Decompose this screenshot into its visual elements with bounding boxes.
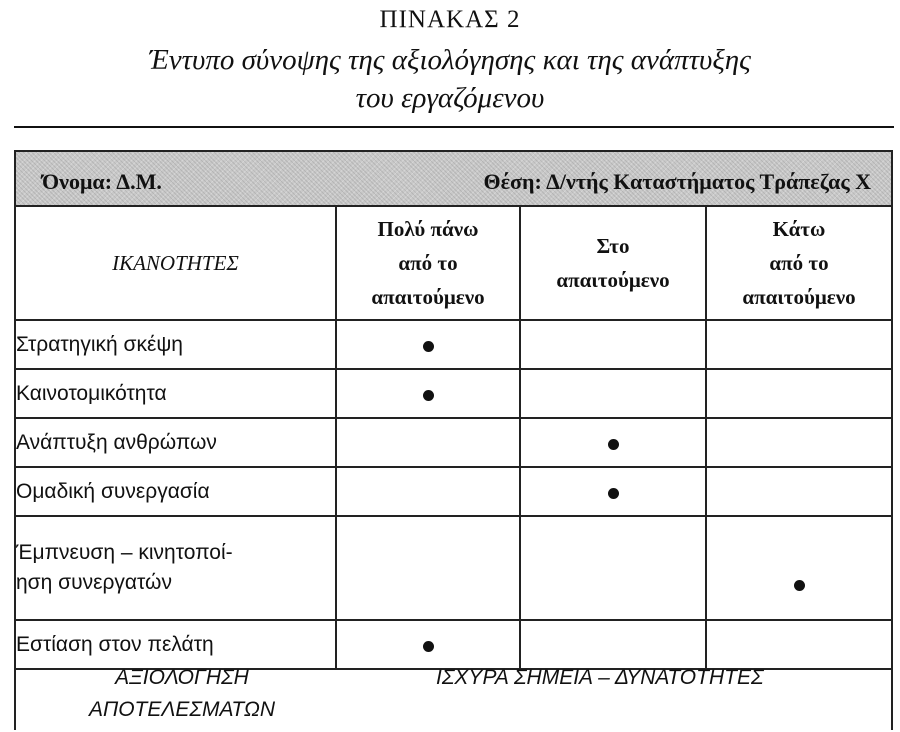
competency-table bbox=[16, 207, 891, 670]
rating-cell-below bbox=[706, 467, 891, 516]
rating-cell-meets bbox=[520, 418, 706, 467]
table-row bbox=[16, 516, 891, 620]
rating-cell-meets bbox=[520, 516, 706, 620]
results-evaluation-label: ΑΞΙΟΛΟΓΗΣΗ ΑΠΟΤΕΛΕΣΜΑΤΩΝ bbox=[88, 666, 276, 721]
competency-rows bbox=[16, 320, 891, 669]
rating-cell-meets bbox=[520, 320, 706, 369]
strengths-label: ΙΣΧΥΡΑ ΣΗΜΕΙΑ – ΔΥΝΑΤΟΤΗΤΕΣ bbox=[436, 666, 764, 689]
rating-cell-above bbox=[336, 467, 520, 516]
skill-label: Ανάπτυξη ανθρώπων bbox=[16, 418, 336, 467]
rating-cell-below bbox=[706, 516, 891, 620]
rating-dot-icon bbox=[608, 439, 619, 450]
caption-rule bbox=[14, 126, 894, 128]
rating-cell-above bbox=[336, 516, 520, 620]
column-header-above: Πολύ πάνω από το απαιτούμενο bbox=[336, 207, 520, 320]
rating-cell-below bbox=[706, 320, 891, 369]
rating-cell-meets bbox=[520, 467, 706, 516]
table-row bbox=[16, 320, 891, 369]
skill-label: Καινοτομικότητα bbox=[16, 369, 336, 418]
evaluation-form bbox=[14, 150, 893, 730]
rating-cell-meets bbox=[520, 369, 706, 418]
table-caption-line-1: Έντυπο σύνοψης της αξιολόγησης και της ανάπτυξης bbox=[149, 44, 751, 76]
rating-cell-below bbox=[706, 418, 891, 467]
rating-cell-above bbox=[336, 320, 520, 369]
table-row bbox=[16, 467, 891, 516]
rating-dot-icon bbox=[423, 341, 434, 352]
employee-header-band bbox=[16, 152, 891, 207]
rating-cell-above bbox=[336, 369, 520, 418]
rating-dot-icon bbox=[423, 641, 434, 652]
employee-position: Θέση: Δ/ντής Καταστήματος Τράπεζας Χ bbox=[483, 169, 871, 194]
rating-cell-above bbox=[336, 418, 520, 467]
skill-label: Ομαδική συνεργασία bbox=[16, 467, 336, 516]
skill-label: Έμπνευση – κινητοποί- ηση συνεργατών bbox=[16, 516, 336, 620]
table-row bbox=[16, 418, 891, 467]
skill-label: Εστίαση στον πελάτη bbox=[16, 620, 336, 669]
column-header-meets: Στο απαιτούμενο bbox=[520, 207, 706, 320]
column-header-below: Κάτω από το απαιτούμενο bbox=[706, 207, 891, 320]
skill-label: Στρατηγική σκέψη bbox=[16, 320, 336, 369]
column-header-skills: ΙΚΑΝΟΤΗΤΕΣ bbox=[16, 207, 336, 320]
table-caption-line-2: του εργαζόμενου bbox=[355, 82, 545, 114]
table-number: ΠΙΝΑΚΑΣ 2 bbox=[379, 6, 521, 33]
footer-row bbox=[16, 652, 891, 732]
table-row bbox=[16, 369, 891, 418]
rating-dot-icon bbox=[608, 488, 619, 499]
rating-dot-icon bbox=[794, 580, 805, 591]
rating-dot-icon bbox=[423, 390, 434, 401]
employee-name: Όνομα: Δ.Μ. bbox=[42, 169, 162, 194]
rating-cell-below bbox=[706, 369, 891, 418]
